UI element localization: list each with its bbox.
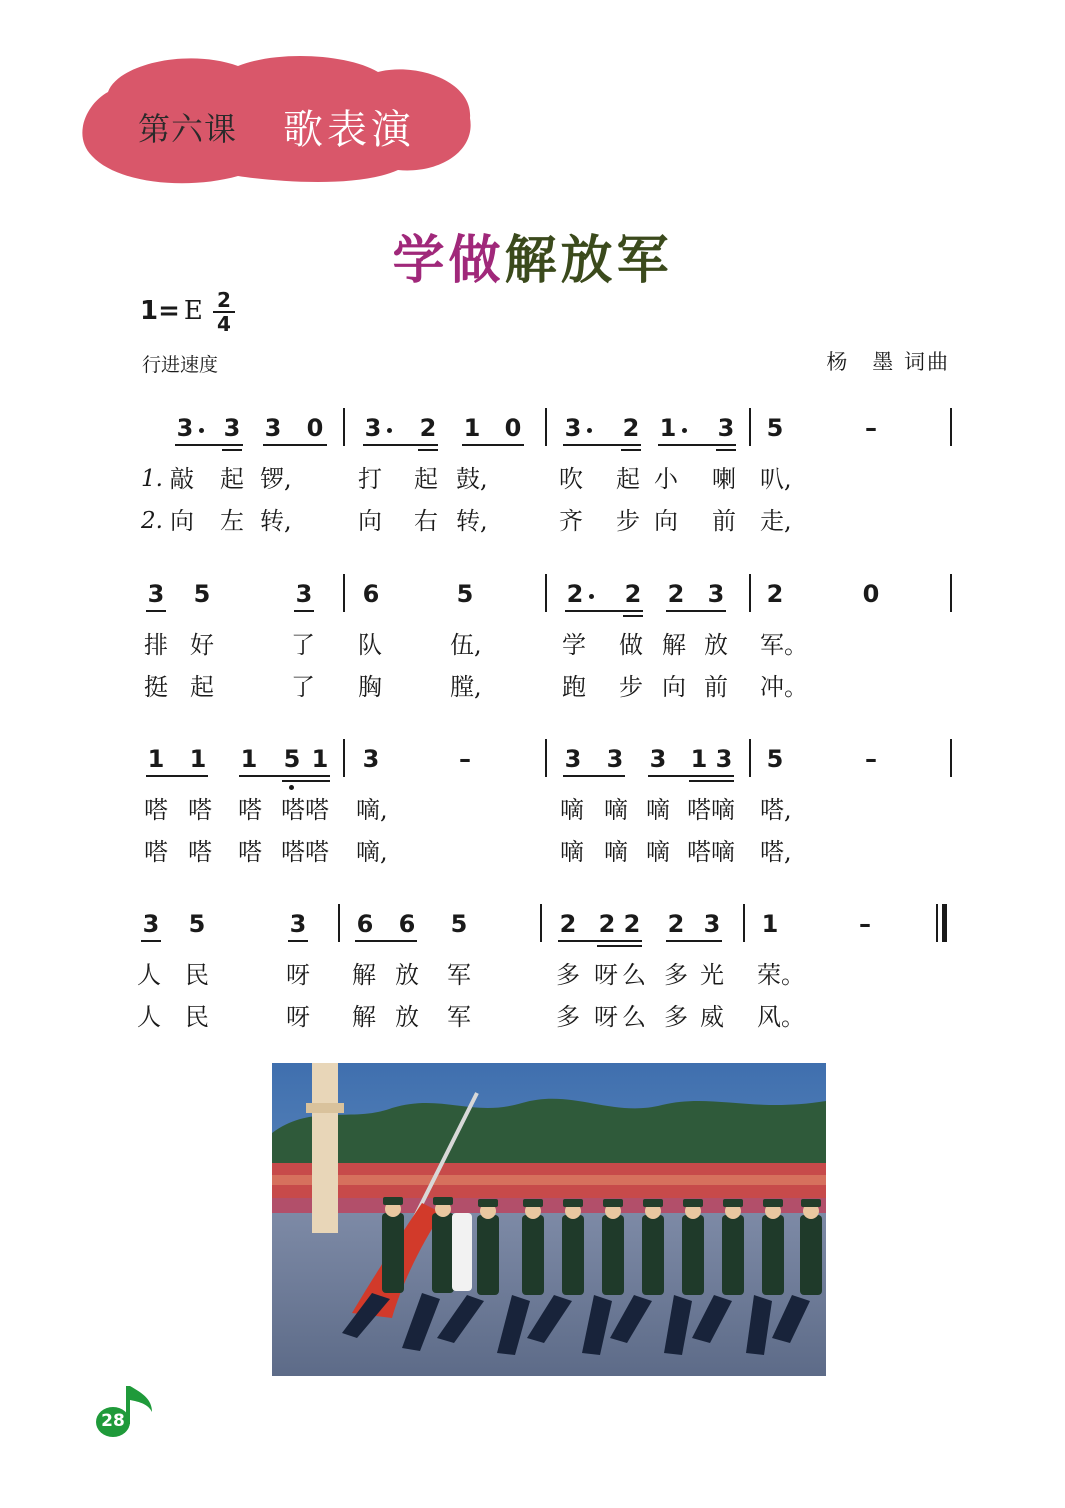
beam-line: [282, 780, 330, 782]
beam-line: [462, 444, 524, 446]
note: 2: [598, 910, 616, 938]
lyric-char: 前: [712, 507, 736, 535]
lyric-char: 好: [190, 631, 214, 659]
lyric-line-verse-1: [0, 795, 1065, 825]
song-title-part-b: 解放军: [504, 231, 673, 291]
lyric-char: 解: [662, 631, 686, 659]
lyric-char: 嘀: [604, 796, 628, 824]
lyric-char: 嘀,: [356, 838, 388, 866]
barline: [540, 904, 542, 942]
beam-line: [689, 780, 734, 782]
lyric-char: 走,: [760, 507, 792, 535]
note: 1: [761, 910, 779, 938]
lyric-char: 嗒: [144, 796, 168, 824]
lyric-char: 嘀: [604, 838, 628, 866]
lyric-char: 放: [395, 1003, 419, 1031]
lyric-char: 起: [616, 465, 640, 493]
lyric-char: 嘀: [560, 796, 584, 824]
beam-line: [175, 444, 243, 446]
note: 3: [564, 414, 582, 442]
lyric-char: 喇: [712, 465, 736, 493]
lyric-char: 风。: [757, 1003, 805, 1031]
lyric-char: 向: [662, 673, 686, 701]
lyric-char: 叭,: [760, 465, 792, 493]
note: 3: [295, 580, 313, 608]
lyric-char: 嗒嘀: [687, 796, 735, 824]
lyric-char: 嗒: [238, 796, 262, 824]
note: 6: [356, 910, 374, 938]
note: 1: [463, 414, 481, 442]
lyric-char: 放: [395, 961, 419, 989]
note: 3: [703, 910, 721, 938]
lyric-line-verse-1: [0, 960, 1065, 990]
lyric-char: 学: [562, 631, 586, 659]
lyric-char: 民: [185, 1003, 209, 1031]
lyric-char: 伍,: [450, 631, 482, 659]
time-signature: [213, 290, 235, 334]
lyric-char: 人: [137, 1003, 161, 1031]
lyric-char: 嗒嘀: [687, 838, 735, 866]
lyric-char: 军。: [760, 631, 808, 659]
time-signature-bottom: 4: [217, 312, 231, 336]
note: 0: [306, 414, 324, 442]
beam-line: [239, 775, 330, 777]
lyric-char: 跑: [562, 673, 586, 701]
lyric-char: 呀: [594, 961, 618, 989]
lesson-number: 第六课: [138, 110, 238, 148]
song-title-part-a: 学做: [392, 231, 505, 291]
beam-line: [558, 940, 642, 942]
lyric-char: 转,: [456, 507, 488, 535]
lyric-char: 锣,: [260, 465, 292, 493]
lyric-char: 嗒嗒: [281, 838, 329, 866]
song-title: [0, 218, 1065, 293]
note: 5: [766, 745, 784, 773]
key-prefix: 1=: [140, 296, 180, 326]
verse-number: 1.: [141, 466, 163, 492]
note: 3: [564, 745, 582, 773]
beam-line: [666, 940, 722, 942]
lyric-char: 嘀: [646, 838, 670, 866]
page-number-badge: [96, 1382, 160, 1442]
note: 2: [766, 580, 784, 608]
lyric-char: 人: [137, 961, 161, 989]
note: 3: [362, 745, 380, 773]
note: 5: [188, 910, 206, 938]
beam-line: [363, 444, 438, 446]
note: 5: [283, 745, 301, 773]
lyric-char: 挺: [144, 673, 168, 701]
note: 3: [715, 745, 733, 773]
beam-line: [141, 940, 161, 942]
beam-line: [288, 940, 308, 942]
note: 3: [142, 910, 160, 938]
note: 2: [622, 414, 640, 442]
lyric-char: 么: [622, 961, 646, 989]
note: 0: [504, 414, 522, 442]
note: 5: [456, 580, 474, 608]
lyric-char: 放: [704, 631, 728, 659]
beam-line: [563, 444, 641, 446]
note: 5: [193, 580, 211, 608]
lyric-char: 嗒: [144, 838, 168, 866]
note: 2: [667, 580, 685, 608]
barline: [950, 739, 952, 777]
beam-line: [621, 449, 641, 451]
lyric-char: 么: [622, 1003, 646, 1031]
note: 2: [566, 580, 584, 608]
barline: [343, 574, 345, 612]
note: 3: [707, 580, 725, 608]
augmentation-dot: [589, 594, 594, 599]
lyric-line-verse-2: [0, 1002, 1065, 1032]
augmentation-dot: [199, 428, 204, 433]
lyric-char: 光: [700, 961, 724, 989]
lyric-char: 排: [144, 631, 168, 659]
lyric-char: 步: [616, 507, 640, 535]
lyric-char: 嗒: [238, 838, 262, 866]
note: 2: [559, 910, 577, 938]
lyric-char: 嗒,: [760, 796, 792, 824]
honor-guard-parade-photo: [272, 1063, 826, 1376]
dash-note: –: [459, 745, 471, 773]
beam-line: [146, 775, 208, 777]
augmentation-dot: [387, 428, 392, 433]
note: 5: [450, 910, 468, 938]
note: 1: [659, 414, 677, 442]
page-number: 28: [101, 1411, 125, 1431]
barline: [749, 739, 751, 777]
lyric-char: 小: [654, 465, 678, 493]
lyric-char: 冲。: [760, 673, 808, 701]
parade-illustration: [272, 1063, 826, 1376]
barline: [749, 574, 751, 612]
note: 5: [766, 414, 784, 442]
beam-line: [263, 444, 327, 446]
lyric-char: 解: [352, 1003, 376, 1031]
lyric-char: 前: [704, 673, 728, 701]
lyric-line-verse-1: [0, 464, 1065, 494]
beam-line: [716, 449, 736, 451]
dash-note: –: [865, 745, 877, 773]
barline: [950, 574, 952, 612]
beam-line: [666, 610, 726, 612]
lyric-char: 嗒,: [760, 838, 792, 866]
lyric-char: 嘀: [646, 796, 670, 824]
note: 1: [690, 745, 708, 773]
lyric-char: 向: [170, 507, 194, 535]
key-note: E: [183, 296, 203, 326]
lyric-char: 鼓,: [456, 465, 488, 493]
lyric-char: 吹: [559, 465, 583, 493]
lyric-char: 嗒嗒: [281, 796, 329, 824]
beam-line: [355, 940, 417, 942]
note: 6: [398, 910, 416, 938]
beam-line: [658, 444, 736, 446]
lyric-char: 起: [414, 465, 438, 493]
beam-line: [294, 610, 314, 612]
beam-line: [648, 775, 734, 777]
note: 0: [862, 580, 880, 608]
beam-line: [597, 945, 642, 947]
lyric-char: 膛,: [450, 673, 482, 701]
lyric-char: 嗒: [188, 796, 212, 824]
beam-line: [623, 615, 643, 617]
lyric-char: 做: [619, 631, 643, 659]
note: 3: [364, 414, 382, 442]
lyric-char: 左: [220, 507, 244, 535]
verse-number: 2.: [141, 508, 163, 534]
lyric-char: 齐: [559, 507, 583, 535]
note: 6: [362, 580, 380, 608]
lyric-char: 呀: [286, 1003, 310, 1031]
lesson-banner: [78, 52, 478, 192]
note: 3: [289, 910, 307, 938]
note: 3: [717, 414, 735, 442]
lyric-char: 多: [556, 1003, 580, 1031]
lyric-line-verse-2: [0, 506, 1065, 536]
barline: [343, 408, 345, 446]
beam-line: [146, 610, 166, 612]
beam-line: [222, 449, 242, 451]
note: 2: [419, 414, 437, 442]
barline: [743, 904, 745, 942]
barline: [338, 904, 340, 942]
song-credits: 杨 墨 词曲: [826, 350, 950, 374]
lyric-char: 军: [447, 961, 471, 989]
note: 3: [223, 414, 241, 442]
augmentation-dot: [682, 428, 687, 433]
lyric-char: 步: [619, 673, 643, 701]
beam-line: [563, 775, 625, 777]
note: 3: [606, 745, 624, 773]
beam-line: [565, 610, 643, 612]
barline: [343, 739, 345, 777]
lyric-char: 威: [700, 1003, 724, 1031]
note: 3: [264, 414, 282, 442]
note: 3: [176, 414, 194, 442]
lyric-char: 多: [664, 961, 688, 989]
barline: [545, 408, 547, 446]
note: 1: [147, 745, 165, 773]
note: 1: [189, 745, 207, 773]
lyric-char: 荣。: [757, 961, 805, 989]
lyric-char: 敲: [170, 465, 194, 493]
barline: [545, 739, 547, 777]
note: 2: [623, 910, 641, 938]
lyric-char: 右: [414, 507, 438, 535]
key-signature: [140, 296, 203, 326]
octave-dot: [289, 785, 294, 790]
lyric-char: 转,: [260, 507, 292, 535]
lyric-char: 军: [447, 1003, 471, 1031]
dash-note: –: [859, 910, 871, 938]
lyric-char: 民: [185, 961, 209, 989]
lyric-line-verse-2: [0, 837, 1065, 867]
note: 2: [667, 910, 685, 938]
lyric-char: 向: [358, 507, 382, 535]
lyric-char: 胸: [358, 673, 382, 701]
time-signature-top: 2: [217, 288, 231, 312]
barline: [545, 574, 547, 612]
augmentation-dot: [587, 428, 592, 433]
dash-note: –: [865, 414, 877, 442]
final-barline-thick: [942, 904, 947, 942]
note: 2: [624, 580, 642, 608]
lyric-char: 多: [664, 1003, 688, 1031]
lyric-char: 嗒: [188, 838, 212, 866]
final-barline-thin: [936, 904, 938, 942]
note: 3: [649, 745, 667, 773]
lyric-char: 了: [291, 673, 315, 701]
lyric-line-verse-2: [0, 672, 1065, 702]
lyric-char: 起: [190, 673, 214, 701]
lyric-char: 嘀,: [356, 796, 388, 824]
lyric-char: 起: [220, 465, 244, 493]
lyric-char: 嘀: [560, 838, 584, 866]
lyric-char: 了: [291, 631, 315, 659]
tempo-marking: 行进速度: [142, 354, 219, 376]
lyric-char: 队: [358, 631, 382, 659]
note: 1: [311, 745, 329, 773]
lyric-char: 呀: [286, 961, 310, 989]
barline: [749, 408, 751, 446]
lyric-char: 多: [556, 961, 580, 989]
lyric-char: 呀: [594, 1003, 618, 1031]
note: 1: [240, 745, 258, 773]
barline: [950, 408, 952, 446]
lesson-name: 歌表演: [283, 107, 415, 153]
lyric-char: 向: [654, 507, 678, 535]
lyric-char: 解: [352, 961, 376, 989]
note: 3: [147, 580, 165, 608]
lyric-line-verse-1: [0, 630, 1065, 660]
lyric-char: 打: [358, 465, 382, 493]
beam-line: [418, 449, 438, 451]
